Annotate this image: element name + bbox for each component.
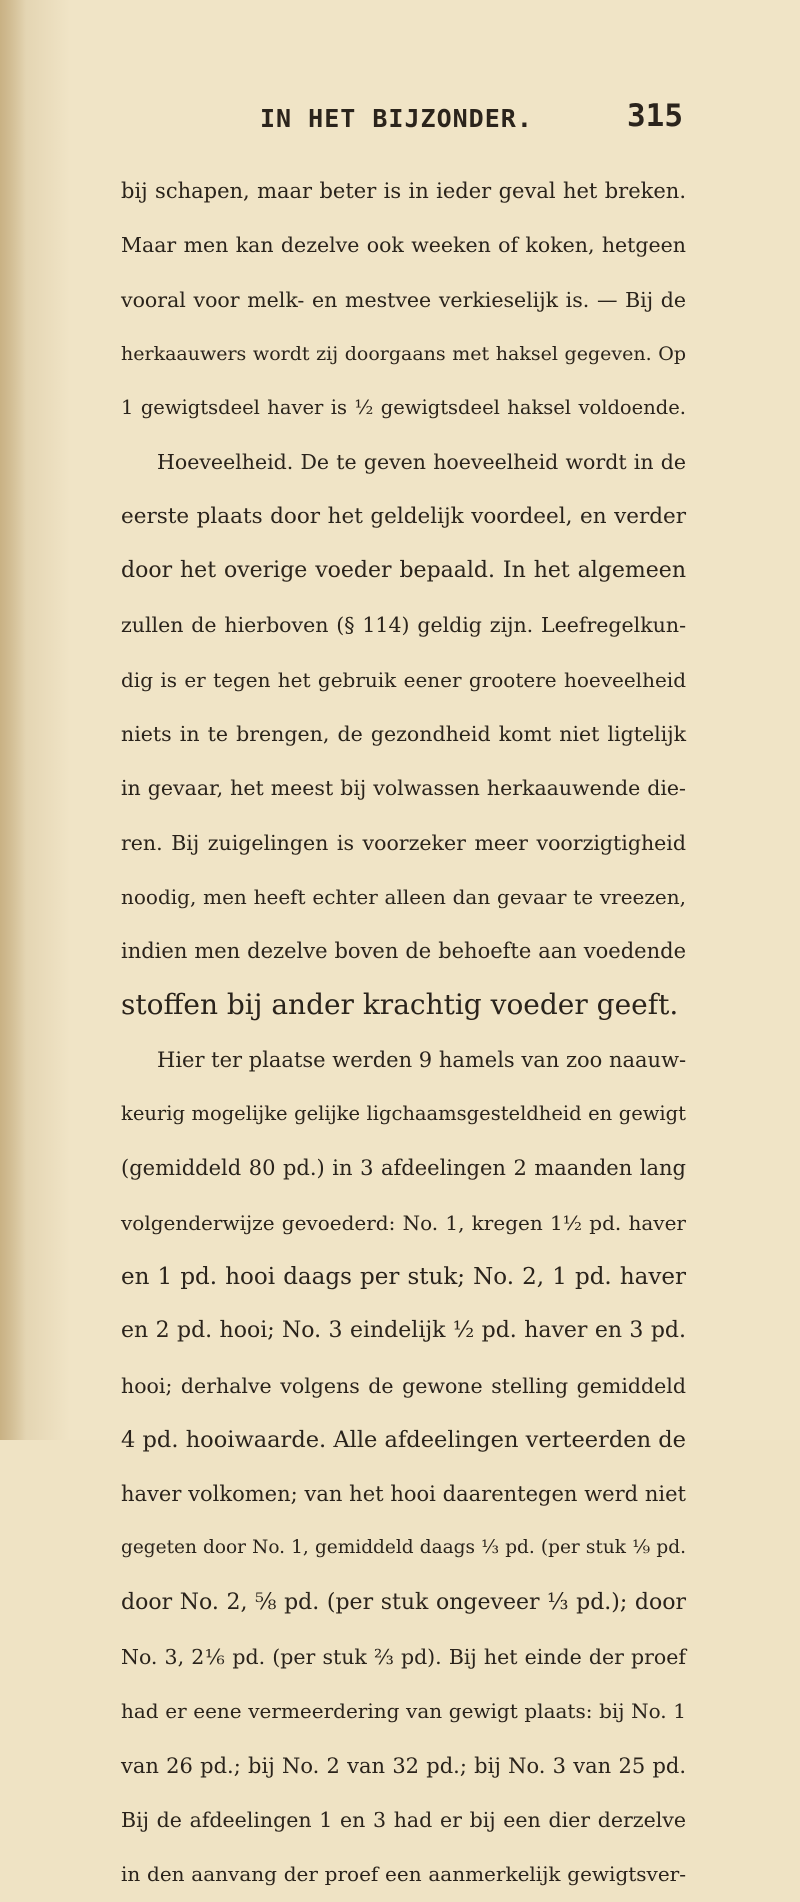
text-line: dig is er tegen het gebruik eener grootere hoeveelheid <box>121 667 686 692</box>
text-line: volgenderwijze gevoederd: No. 1, kregen 1½ pd. haver <box>121 1210 686 1235</box>
text-line: gegeten door No. 1, gemiddeld daags ⅓ pd. (per stuk ⅑ pd. <box>121 1537 686 1559</box>
text-line: noodig, men heeft echter alleen dan gevaar te vreezen, <box>121 884 686 909</box>
text-line-paragraph-end: stoffen bij ander krachtig voeder geeft. <box>121 988 679 1022</box>
body-text <box>121 164 686 1902</box>
page-gutter-shadow <box>0 0 26 1440</box>
text-line: haver volkomen; van het hooi daarentegen werd niet <box>121 1482 686 1507</box>
text-line: Bij de afdeelingen 1 en 3 had er bij een dier derzelve <box>121 1807 686 1832</box>
text-line: No. 3, 2⅙ pd. (per stuk ⅔ pd). Bij het einde der proef <box>121 1645 686 1670</box>
text-line: in gevaar, het meest bij volwassen herkaauwende die- <box>121 776 686 801</box>
page-number: 315 <box>627 98 683 134</box>
text-line: door No. 2, ⅝ pd. (per stuk ongeveer ⅓ pd.); door <box>121 1589 686 1615</box>
text-line: Maar men kan dezelve ook weeken of koken, hetgeen <box>121 233 686 258</box>
text-line: hooi; derhalve volgens de gewone stelling gemiddeld <box>121 1373 686 1398</box>
text-line: herkaauwers wordt zij doorgaans met haksel gegeven. Op <box>121 342 686 365</box>
text-line: en 2 pd. hooi; No. 3 eindelijk ½ pd. haver en 3 pd. <box>121 1318 686 1344</box>
text-line: vooral voor melk- en mestvee verkieselijk is. — Bij de <box>121 287 686 312</box>
text-line: en 1 pd. hooi daags per stuk; No. 2, 1 pd. haver <box>121 1263 686 1290</box>
text-line: (gemiddeld 80 pd.) in 3 afdeelingen 2 maanden lang <box>121 1156 686 1181</box>
text-line: van 26 pd.; bij No. 2 van 32 pd.; bij No. 3 van 25 pd. <box>121 1753 686 1778</box>
text-line: indien men dezelve boven de behoefte aan voedende <box>121 939 686 964</box>
text-line: niets in te brengen, de gezondheid komt niet ligtelijk <box>121 721 686 746</box>
text-line: door het overige voeder bepaald. In het algemeen <box>121 558 686 584</box>
text-line: zullen de hierboven (§ 114) geldig zijn. Leefregelkun- <box>121 613 686 638</box>
text-line: in den aanvang der proef een aanmerkelijk gewigtsver- <box>121 1862 686 1887</box>
text-line: bij schapen, maar beter is in ieder geval het breken. <box>121 179 686 203</box>
text-line: keurig mogelijke gelijke ligchaamsgesteldheid en gewigt <box>121 1102 686 1126</box>
text-line-paragraph-start: Hier ter plaatse werden 9 hamels van zoo naauw- <box>157 1047 687 1072</box>
text-line-section-start: Hoeveelheid. De te geven hoeveelheid wordt in de <box>157 450 686 475</box>
running-header <box>118 98 683 138</box>
text-line: ren. Bij zuigelingen is voorzeker meer voorzigtigheid <box>121 830 686 855</box>
text-line: 4 pd. hooiwaarde. Alle afdeelingen verteerden de <box>121 1426 686 1453</box>
text-line: 1 gewigtsdeel haver is ½ gewigtsdeel haksel voldoende. <box>121 396 686 420</box>
running-header-title: IN HET BIJZONDER. <box>260 104 533 133</box>
text-line: had er eene vermeerdering van gewigt plaats: bij No. 1 <box>121 1699 686 1724</box>
text-line: eerste plaats door het geldelijk voordeel, en verder <box>121 503 686 529</box>
